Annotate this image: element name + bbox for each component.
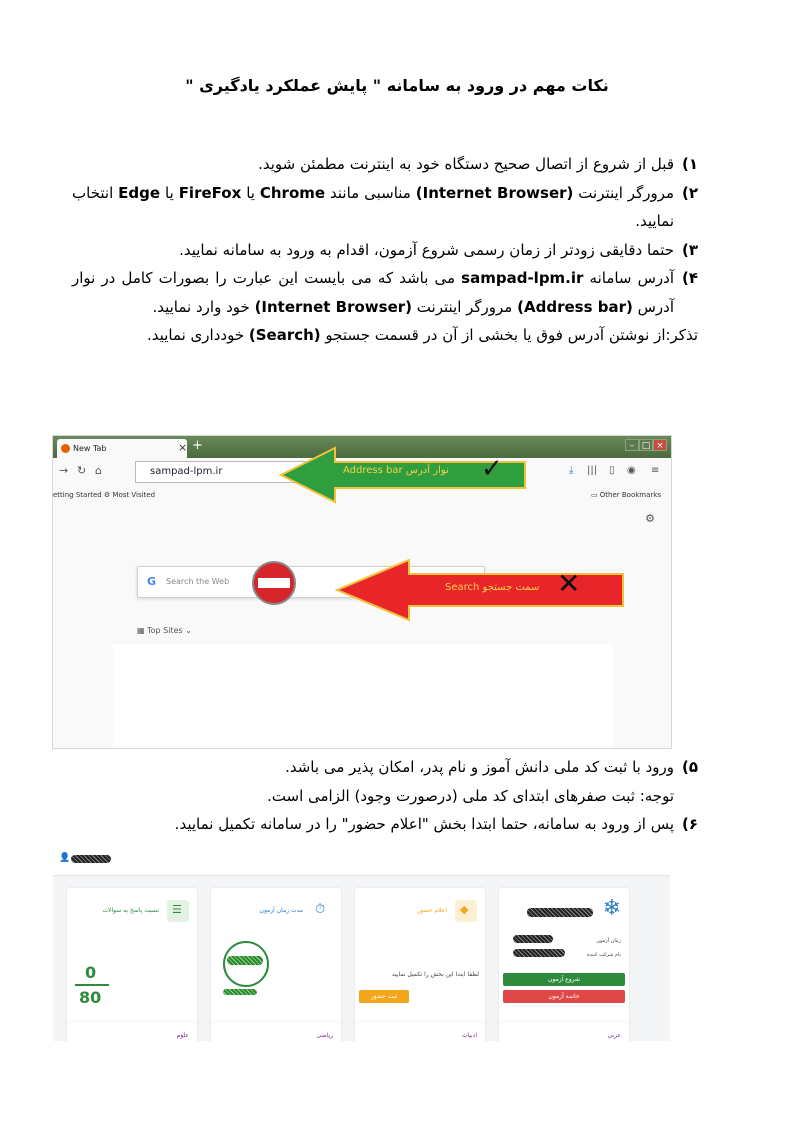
- note-text: توجه: ثبت صفرهای ابتدای کد ملی (درصورت وجود) الزامی است.: [267, 786, 674, 805]
- grid-icon: ▦: [137, 626, 148, 635]
- stopwatch-icon: ⏱: [315, 902, 326, 917]
- address-bar-term: (Address bar): [517, 297, 633, 316]
- menu-icon[interactable]: ≡: [651, 465, 660, 476]
- exam-card: [499, 888, 629, 1026]
- redacted-school-name: [527, 908, 593, 917]
- note: [72, 782, 698, 811]
- chevron-down-icon: ⌄: [185, 626, 192, 635]
- document-title: نکات مهم در ورود به سامانه " پایش عملکرد یادگیری ": [185, 76, 609, 95]
- forward-icon[interactable]: →: [59, 464, 69, 477]
- item-number: ۶): [681, 815, 698, 833]
- item-4: [72, 264, 698, 321]
- reminder: [72, 321, 698, 350]
- item-text: پس از ورود به سامانه، حتما ابتدا بخش "اعلام حضور" را در سامانه تکمیل نمایید.: [174, 815, 674, 833]
- item-text: [72, 264, 674, 321]
- redacted-username: [71, 855, 111, 863]
- sidebar-icon[interactable]: ▯: [609, 465, 615, 476]
- end-exam-button[interactable]: خاتمه آزمون: [503, 990, 625, 1003]
- time-card: [211, 888, 341, 1026]
- internet-browser-term: (Internet Browser): [254, 297, 413, 316]
- redacted-exam-time: [513, 935, 553, 943]
- item-text: قبل از شروع از اتصال صحیح دستگاه خود به اینترنت مطمئن شوید.: [258, 155, 674, 173]
- tab-title: New Tab: [73, 444, 107, 453]
- item-number: ۵): [681, 758, 698, 776]
- fraction-line: [75, 984, 109, 986]
- dashboard-screenshot: [53, 845, 670, 1041]
- item-text: [72, 179, 674, 236]
- redacted-participant: [513, 949, 565, 957]
- participant-label: نام شرکت کننده: [586, 952, 621, 958]
- cross-icon: ✕: [557, 567, 581, 600]
- no-entry-icon: [251, 560, 297, 606]
- top-sites-label: Top Sites: [147, 626, 183, 635]
- user-icon: 👤: [59, 853, 71, 863]
- reload-icon[interactable]: ↻: [77, 464, 87, 477]
- item-5: [72, 753, 698, 782]
- gear-icon[interactable]: ⚙: [645, 512, 655, 525]
- text-fragment: خود وارد نمایید.: [152, 297, 255, 316]
- dashboard-header: [53, 845, 670, 876]
- text-fragment: مناسبی مانند: [325, 183, 416, 202]
- list-icon: ☰: [167, 900, 189, 922]
- presence-button[interactable]: ثبت حضور: [359, 990, 409, 1003]
- redacted-timer: [227, 956, 263, 965]
- search-term: (Search): [248, 326, 321, 344]
- window-close-icon[interactable]: ×: [653, 439, 667, 451]
- subject-card-literature[interactable]: [355, 1022, 485, 1041]
- folder-icon: ▭: [590, 491, 600, 499]
- chrome-term: Chrome: [259, 183, 326, 202]
- answers-card: [67, 888, 197, 1026]
- internet-browser-term: (Internet Browser): [415, 183, 574, 202]
- subject-label: ادبیات: [461, 1032, 477, 1039]
- start-exam-button[interactable]: شروع آزمون: [503, 973, 625, 986]
- other-bookmarks-label: Other Bookmarks: [599, 491, 661, 499]
- item-number: ۲): [681, 183, 698, 202]
- subject-card-science[interactable]: [67, 1022, 197, 1041]
- firefox-term: FireFox: [178, 183, 242, 202]
- text-fragment: انتخاب نمایید.: [72, 183, 674, 230]
- text-fragment: تذکر:از نوشتن آدرس فوق یا بخشی از آن در قسمت جستجو: [320, 326, 698, 344]
- google-icon: G: [147, 575, 157, 588]
- item-1: [72, 150, 698, 179]
- presence-card: [355, 888, 485, 1026]
- search-callout-label: سمت جستجو Search: [445, 582, 540, 593]
- new-tab-icon[interactable]: +: [192, 438, 203, 453]
- edge-term: Edge: [118, 183, 161, 202]
- text-fragment: می باشد که می بایست این عبارت را بصورات کامل در نوار آدرس: [72, 269, 674, 316]
- text-fragment: مرورگر اینترنت: [412, 297, 518, 316]
- tab-new-tab[interactable]: [57, 439, 187, 458]
- subject-card-arabic[interactable]: [499, 1022, 629, 1041]
- url-input[interactable]: sampad-lpm.ir: [135, 461, 525, 483]
- instructions-part-2: [72, 753, 698, 839]
- answered-count: 0: [85, 963, 97, 982]
- presence-hint: لطفا ابتدا این بخش را تکمیل نمایید: [391, 971, 479, 978]
- home-icon[interactable]: ⌂: [95, 464, 102, 477]
- account-icon[interactable]: ◉: [627, 465, 636, 476]
- address-bar-callout-label: نوار آدرس Address bar: [343, 465, 449, 476]
- item-number: ۳): [681, 240, 698, 259]
- card-title: مدت زمان آزمون: [259, 907, 303, 914]
- text-fragment: مرورگر اینترنت: [573, 183, 675, 202]
- exam-time-label: زمان آزمون: [596, 938, 621, 944]
- top-sites[interactable]: [137, 625, 192, 637]
- snowflake-logo-icon: ❄: [602, 896, 621, 921]
- item-text: ورود با ثبت کد ملی دانش آموز و نام پدر، امکان پذیر می باشد.: [285, 758, 674, 776]
- firefox-icon: [61, 444, 70, 453]
- card-title: اعلام حضور: [417, 907, 447, 914]
- text-fragment: یا: [160, 183, 179, 202]
- item-number: ۴): [681, 269, 698, 287]
- site-address: sampad-lpm.ir: [461, 269, 584, 287]
- top-sites-panel: [113, 644, 613, 748]
- library-icon[interactable]: |||: [587, 465, 598, 476]
- bookmarks-left[interactable]: etting Started ⚙ Most Visited: [53, 491, 156, 499]
- item-text: حتما دقایقی زودتر از زمان رسمی شروع آزمون، اقدام به ورود به سامانه نمایید.: [179, 240, 674, 259]
- minimize-icon[interactable]: –: [625, 439, 639, 451]
- subject-card-math[interactable]: [211, 1022, 341, 1041]
- close-icon[interactable]: ×: [178, 441, 188, 454]
- item-2: [72, 179, 698, 236]
- item-6: [72, 810, 698, 839]
- instructions-part-1: [72, 150, 698, 350]
- total-questions: 80: [79, 988, 102, 1007]
- maximize-icon[interactable]: □: [639, 439, 653, 451]
- search-placeholder: Search the Web: [166, 577, 230, 586]
- subject-label: علوم: [176, 1032, 189, 1039]
- download-icon[interactable]: ⤓: [569, 465, 574, 476]
- text-fragment: آدرس سامانه: [583, 269, 674, 287]
- check-icon: ✓: [481, 454, 503, 484]
- subject-label: عربی: [607, 1032, 621, 1039]
- other-bookmarks[interactable]: [591, 486, 661, 504]
- item-number: ۱): [681, 155, 698, 173]
- diamond-icon: ◆: [455, 900, 477, 922]
- card-title: نسبت پاسخ به سوالات: [102, 907, 159, 914]
- item-3: [72, 236, 698, 265]
- text-fragment: یا: [241, 183, 260, 202]
- subject-label: ریاضی: [316, 1032, 333, 1039]
- text-fragment: خودداری نمایید.: [147, 326, 249, 344]
- redacted-time-badge: [223, 989, 257, 995]
- browser-screenshot: [52, 435, 672, 749]
